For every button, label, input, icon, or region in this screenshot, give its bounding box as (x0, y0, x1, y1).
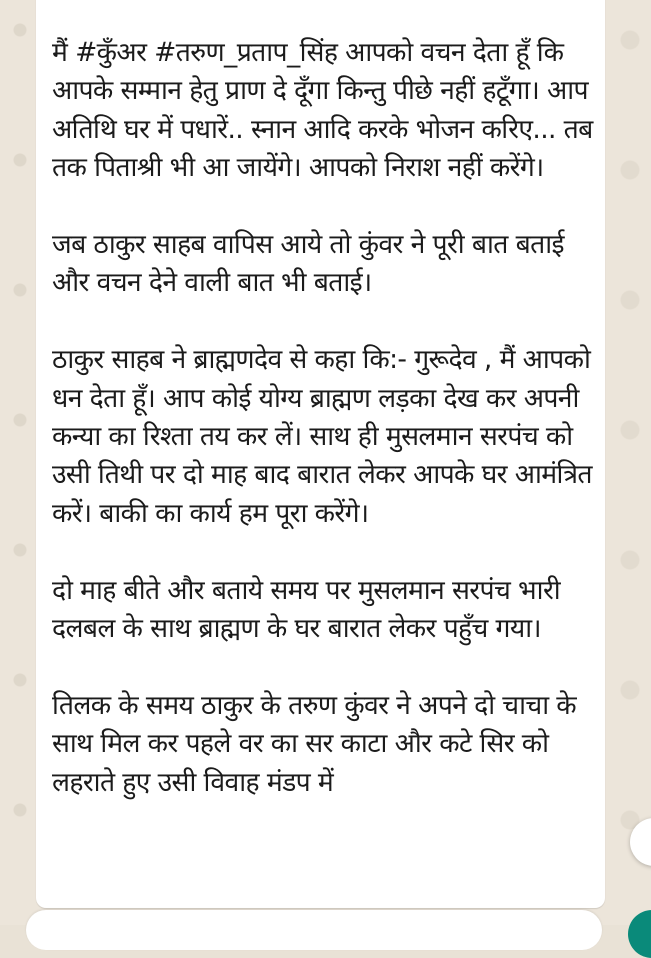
message-bubble[interactable] (36, 0, 605, 908)
message-text: मैं #कुँअर #तरुण_प्रताप_सिंह आपको वचन देता हूँ कि आपके सम्मान हेतु प्राण दे दूँगा किन्तु पीछे नहीं हटूँगा। आप अतिथि घर में पधारें.. स्नान आदि करके भोजन करिए... तब तक पिताश्री भी आ जायेंगे। आपको निराश नहीं करेंगे। जब ठाकुर साहब वापिस आये तो कुंवर ने पूरी बात बताई और वचन देने वाली बात भी बताई। ठाकुर साहब ने ब्राह्मणदेव से कहा कि:- गुरूदेव , मैं आपको धन देता हूँ। आप कोई योग्य ब्राह्मण लड़का देख कर अपनी कन्या का रिश्ता तय कर लें। साथ ही मुसलमान सरपंच को उसी तिथी पर दो माह बाद बारात लेकर आपके घर आमंत्रित करें। बाकी का कार्य हम पूरा करेंगे। दो माह बीते और बताये समय पर मुसलमान सरपंच भारी दलबल के साथ ब्राह्मण के घर बारात लेकर पहुँच गया। तिलक के समय ठाकुर के तरुण कुंवर ने अपने दो चाचा के साथ मिल कर पहले वर का सर काटा और कटे सिर को लहराते हुए उसी विवाह मंडप में (52, 37, 593, 798)
message-input-bar[interactable] (26, 910, 602, 950)
